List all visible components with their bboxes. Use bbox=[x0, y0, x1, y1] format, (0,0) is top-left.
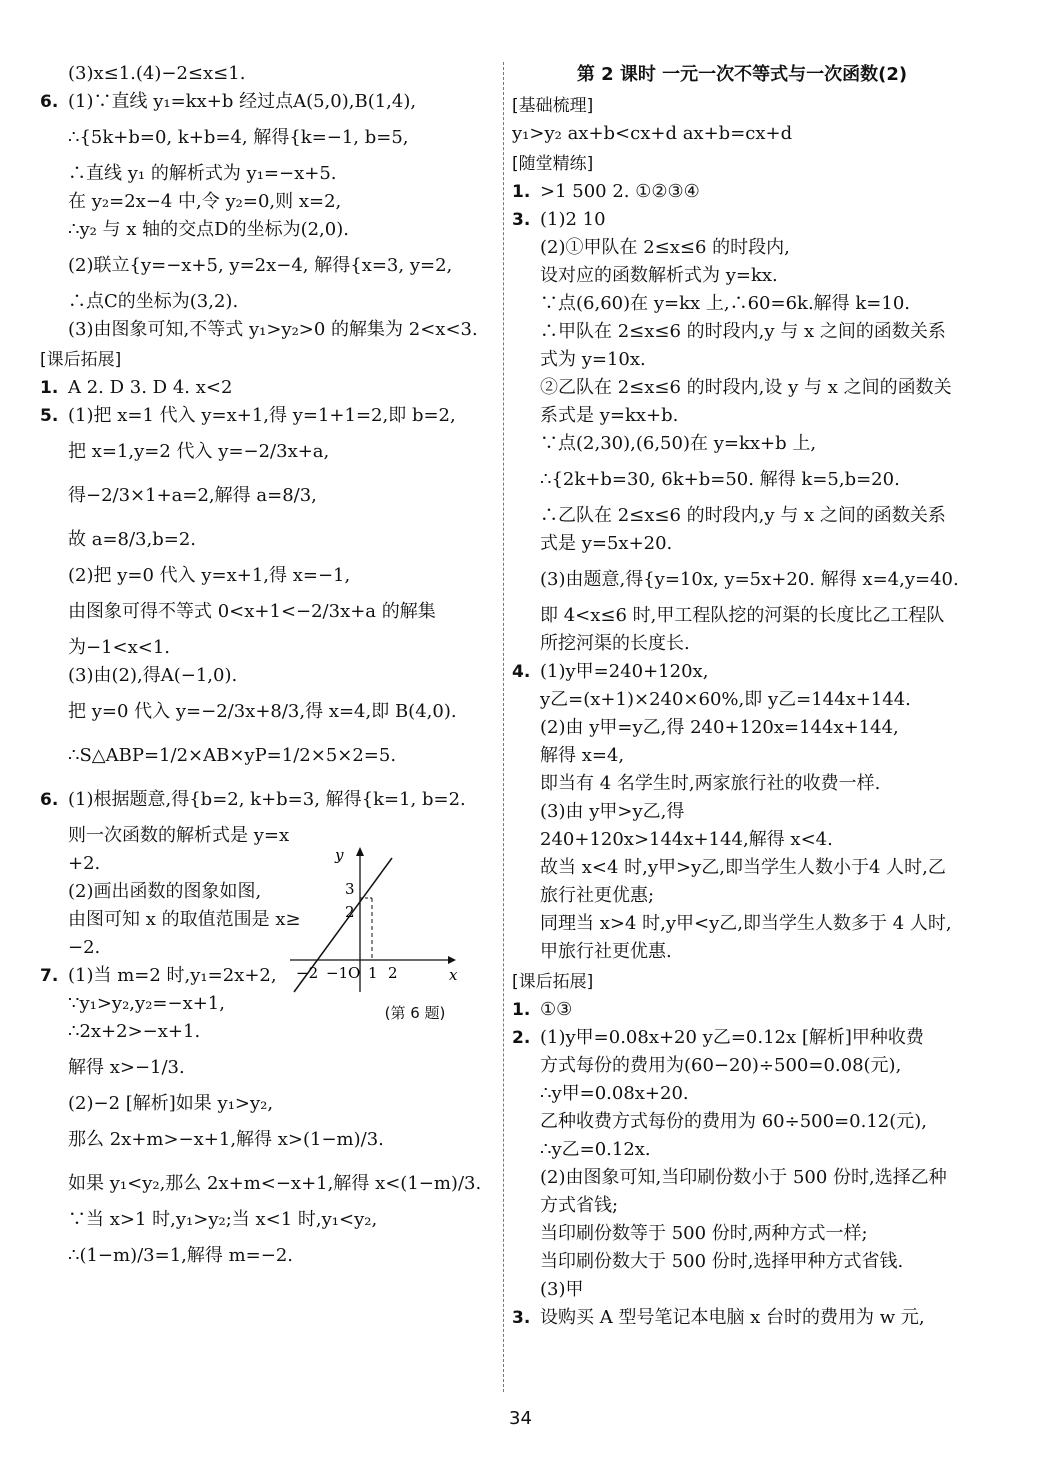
x-axis-arrow bbox=[448, 956, 456, 964]
answer-line bbox=[512, 290, 972, 318]
line-text: (2)联立{y=−x+5, y=2x−4, 解得{x=3, y=2, bbox=[68, 255, 453, 276]
line-text: ∴{5k+b=0, k+b=4, 解得{k=−1, b=5, bbox=[68, 127, 409, 148]
question-number: 7. bbox=[40, 966, 59, 986]
line-text: (3)由(2),得A(−1,0). bbox=[68, 665, 238, 686]
line-text: 故 a=8/3,b=2. bbox=[68, 529, 197, 550]
right-column bbox=[512, 60, 972, 1332]
answer-line bbox=[512, 882, 972, 910]
line-text: 设购买 A 型号笔记本电脑 x 台时的费用为 w 元, bbox=[540, 1307, 925, 1328]
y-axis-label: y bbox=[335, 846, 344, 864]
answer-line bbox=[512, 178, 972, 206]
line-text: 系式是 y=kx+b. bbox=[540, 405, 679, 426]
answer-line bbox=[40, 188, 495, 216]
line-text: (1)y甲=240+120x, bbox=[540, 661, 709, 682]
line-text: ∴S△ABP=1/2×AB×yP=1/2×5×2=5. bbox=[68, 745, 397, 766]
question-number: 4. bbox=[512, 662, 531, 682]
answer-line bbox=[512, 1108, 972, 1136]
answer-line bbox=[512, 910, 972, 938]
answer-line bbox=[512, 558, 972, 602]
line-text: ∵点(6,60)在 y=kx 上,∴60=6k.解得 k=10. bbox=[540, 293, 911, 314]
line-text: (1)2 10 bbox=[540, 209, 606, 230]
line-text: (2)由图象可知,当印刷份数小于 500 份时,选择乙种 bbox=[540, 1167, 947, 1188]
line-text: (3)由图象可知,不等式 y₁>y₂>0 的解集为 2<x<3. bbox=[68, 319, 478, 340]
line-text: (2)由 y甲=y乙,得 240+120x=144x+144, bbox=[540, 717, 899, 738]
answer-line bbox=[512, 318, 972, 346]
line-text: ∴(1−m)/3=1,解得 m=−2. bbox=[68, 1245, 293, 1266]
answer-line bbox=[40, 374, 495, 402]
line-text: 故当 x<4 时,y甲>y乙,即当学生人数小于4 人时,乙 bbox=[540, 857, 946, 878]
answer-line bbox=[40, 662, 495, 690]
question-number: 3. bbox=[512, 1308, 531, 1328]
answer-line bbox=[512, 602, 972, 630]
line-text: ∴2x+2>−x+1. bbox=[68, 1021, 201, 1042]
question-number: 3. bbox=[512, 210, 531, 230]
answer-line bbox=[512, 402, 972, 430]
answer-line bbox=[40, 562, 495, 590]
answer-line bbox=[512, 686, 972, 714]
answer-line bbox=[40, 1206, 495, 1234]
answer-line bbox=[40, 244, 495, 288]
line-text: (1)把 x=1 代入 y=x+1,得 y=1+1=2,即 b=2, bbox=[68, 405, 456, 426]
answer-line bbox=[40, 430, 495, 474]
answer-line bbox=[40, 116, 495, 160]
line-text: 即当有 4 名学生时,两家旅行社的收费一样. bbox=[540, 773, 881, 794]
question-number: 6. bbox=[40, 92, 59, 112]
line-text: (2)把 y=0 代入 y=x+1,得 x=−1, bbox=[68, 565, 351, 586]
line-text: ∴y₂ 与 x 轴的交点D的坐标为(2,0). bbox=[68, 219, 349, 240]
line-text: 即 4<x≤6 时,甲工程队挖的河渠的长度比乙工程队 bbox=[540, 605, 945, 626]
answer-line bbox=[40, 1090, 495, 1118]
line-text: ∵点(2,30),(6,50)在 y=kx+b 上, bbox=[540, 433, 817, 454]
answer-line bbox=[40, 1162, 495, 1206]
answer-line bbox=[512, 1080, 972, 1108]
tick-label-neg1: −1 bbox=[326, 964, 349, 982]
line-text: 在 y₂=2x−4 中,令 y₂=0,则 x=2, bbox=[68, 191, 342, 212]
section-heading bbox=[512, 968, 972, 996]
line-text: [课后拓展] bbox=[512, 972, 594, 992]
answer-line bbox=[512, 854, 972, 882]
line-text: 式为 y=10x. bbox=[540, 349, 646, 370]
line-text: (1)当 m=2 时,y₁=2x+2, bbox=[68, 965, 277, 986]
line-text: 方式每份的费用为(60−20)÷500=0.08(元), bbox=[540, 1055, 902, 1076]
answer-line bbox=[512, 742, 972, 770]
line-text: ∴甲队在 2≤x≤6 的时段内,y 与 x 之间的函数关系 bbox=[540, 321, 946, 342]
line-text: 所挖河渠的长度长. bbox=[540, 633, 690, 654]
line-text: (2)①甲队在 2≤x≤6 的时段内, bbox=[540, 237, 790, 258]
answer-line bbox=[40, 778, 495, 822]
answer-line bbox=[512, 206, 972, 234]
line-text: A 2. D 3. D 4. x<2 bbox=[68, 377, 233, 398]
line-text: (1)根据题意,得{b=2, k+b=3, 解得{k=1, b=2. bbox=[68, 789, 466, 810]
answer-line bbox=[40, 690, 495, 734]
line-text: 乙种收费方式每份的费用为 60÷500=0.12(元), bbox=[540, 1111, 927, 1132]
line-text: (2)画出函数的图象如图, bbox=[68, 881, 262, 902]
answer-line bbox=[512, 938, 972, 966]
answer-line bbox=[40, 1118, 495, 1162]
line-text: (3)由 y甲>y乙,得 bbox=[540, 801, 685, 822]
answer-line bbox=[512, 502, 972, 530]
line-text: 则一次函数的解析式是 y=x bbox=[68, 825, 290, 846]
line-text: ∴{2k+b=30, 6k+b=50. 解得 k=5,b=20. bbox=[540, 469, 900, 490]
question-number: 1. bbox=[512, 182, 531, 202]
line-text: ∴y乙=0.12x. bbox=[540, 1139, 651, 1160]
line-text: 解得 x>−1/3. bbox=[68, 1057, 185, 1078]
line-text: −2. bbox=[68, 937, 101, 958]
line-text: (2)−2 [解析]如果 y₁>y₂, bbox=[68, 1093, 274, 1114]
line-text: 为−1<x<1. bbox=[68, 637, 171, 658]
line-text: ∴直线 y₁ 的解析式为 y₁=−x+5. bbox=[68, 163, 337, 184]
question-number: 1. bbox=[512, 1000, 531, 1020]
answer-line bbox=[512, 120, 972, 148]
tick-label-y3: 3 bbox=[345, 880, 355, 898]
line-text: >1 500 2. ①②③④ bbox=[540, 181, 700, 202]
y-axis-arrow bbox=[356, 847, 364, 856]
line-text: 把 y=0 代入 y=−2/3x+8/3,得 x=4,即 B(4,0). bbox=[68, 701, 457, 722]
answer-line bbox=[512, 374, 972, 402]
answer-line bbox=[40, 88, 495, 116]
tick-label-y2: 2 bbox=[345, 903, 355, 921]
line-text: 由图象可得不等式 0<x+1<−2/3x+a 的解集 bbox=[68, 601, 436, 622]
line-text: y乙=(x+1)×240×60%,即 y乙=144x+144. bbox=[540, 689, 911, 710]
line-text: 那么 2x+m>−x+1,解得 x>(1−m)/3. bbox=[68, 1129, 384, 1150]
section-heading bbox=[40, 346, 495, 374]
line-text: 旅行社更优惠; bbox=[540, 885, 655, 906]
line-text: ∵当 x>1 时,y₁>y₂;当 x<1 时,y₁<y₂, bbox=[68, 1209, 378, 1230]
tick-label-x1: 1 bbox=[368, 964, 378, 982]
answer-line bbox=[512, 798, 972, 826]
answer-line bbox=[512, 234, 972, 262]
line-text: [课后拓展] bbox=[40, 350, 122, 370]
left-column bbox=[40, 60, 495, 1278]
column-divider bbox=[503, 62, 504, 1392]
answer-line bbox=[512, 1164, 972, 1192]
answer-line bbox=[512, 1304, 972, 1332]
line-text: (1)y甲=0.08x+20 y乙=0.12x [解析]甲种收费 bbox=[540, 1027, 924, 1048]
line-text: ∴点C的坐标为(3,2). bbox=[68, 291, 239, 312]
x-axis-label: x bbox=[449, 966, 458, 984]
answer-line bbox=[40, 518, 495, 562]
answer-line bbox=[512, 658, 972, 686]
line-text: [随堂精练] bbox=[512, 154, 594, 174]
answer-line bbox=[512, 346, 972, 374]
line-text: ∵y₁>y₂,y₂=−x+1, bbox=[68, 993, 225, 1014]
line-text: 240+120x>144x+144,解得 x<4. bbox=[540, 829, 833, 850]
line-text: 第 2 课时 一元一次不等式与一次函数(2) bbox=[576, 64, 908, 85]
question-number: 6. bbox=[40, 790, 59, 810]
answer-line bbox=[512, 530, 972, 558]
line-text: 如果 y₁<y₂,那么 2x+m<−x+1,解得 x<(1−m)/3. bbox=[68, 1173, 482, 1194]
line-text: +2. bbox=[68, 853, 101, 874]
answer-line bbox=[512, 1276, 972, 1304]
answer-line bbox=[512, 1248, 972, 1276]
line-text: 甲旅行社更优惠. bbox=[540, 941, 672, 962]
line-text: ①③ bbox=[540, 999, 573, 1020]
answer-line bbox=[40, 60, 495, 88]
answer-line bbox=[512, 714, 972, 742]
line-text: (1)∵直线 y₁=kx+b 经过点A(5,0),B(1,4), bbox=[68, 91, 417, 112]
answer-line bbox=[40, 734, 495, 778]
answer-line bbox=[40, 160, 495, 188]
line-text: 由图可知 x 的取值范围是 x≥ bbox=[68, 909, 301, 930]
tick-label-neg2: −2 bbox=[296, 964, 319, 982]
answer-line bbox=[512, 458, 972, 502]
section-title bbox=[512, 60, 972, 90]
answer-line bbox=[512, 1220, 972, 1248]
line-text: (3)甲 bbox=[540, 1279, 584, 1300]
answer-line bbox=[512, 262, 972, 290]
line-text: 设对应的函数解析式为 y=kx. bbox=[540, 265, 778, 286]
page-number: 34 bbox=[509, 1408, 532, 1429]
answer-line bbox=[512, 1136, 972, 1164]
line-text: 解得 x=4, bbox=[540, 745, 625, 766]
answer-line bbox=[40, 216, 495, 244]
figure-caption: (第 6 题) bbox=[384, 1004, 446, 1022]
answer-line bbox=[512, 630, 972, 658]
tick-label-x2: 2 bbox=[388, 964, 398, 982]
line-text: [基础梳理] bbox=[512, 96, 594, 116]
line-text: (3)x≤1.(4)−2≤x≤1. bbox=[68, 63, 246, 84]
answer-line bbox=[40, 1046, 495, 1090]
answer-line bbox=[512, 1052, 972, 1080]
answer-line bbox=[512, 430, 972, 458]
answer-line bbox=[40, 288, 495, 316]
line-text: 当印刷份数等于 500 份时,两种方式一样; bbox=[540, 1223, 868, 1244]
answer-line bbox=[512, 826, 972, 854]
section-heading bbox=[512, 150, 972, 178]
answer-line bbox=[512, 1192, 972, 1220]
origin-label: O bbox=[348, 964, 361, 982]
line-text: 得−2/3×1+a=2,解得 a=8/3, bbox=[68, 485, 317, 506]
section-heading bbox=[512, 92, 972, 120]
answer-line bbox=[512, 996, 972, 1024]
answer-line bbox=[40, 316, 495, 344]
question-number: 1. bbox=[40, 378, 59, 398]
line-text: ②乙队在 2≤x≤6 的时段内,设 y 与 x 之间的函数关 bbox=[540, 377, 952, 398]
line-text: 同理当 x>4 时,y甲<y乙,即当学生人数多于 4 人时, bbox=[540, 913, 952, 934]
answer-line bbox=[512, 1024, 972, 1052]
answer-line bbox=[40, 1234, 495, 1278]
line-text: ∴乙队在 2≤x≤6 的时段内,y 与 x 之间的函数关系 bbox=[540, 505, 946, 526]
figure-6-graph bbox=[288, 842, 458, 1000]
answer-line bbox=[512, 770, 972, 798]
line-text: (3)由题意,得{y=10x, y=5x+20. 解得 x=4,y=40. bbox=[540, 569, 959, 590]
answer-line bbox=[40, 474, 495, 518]
line-text: 把 x=1,y=2 代入 y=−2/3x+a, bbox=[68, 441, 330, 462]
line-text: 式是 y=5x+20. bbox=[540, 533, 673, 554]
answer-line bbox=[40, 590, 495, 634]
answer-line bbox=[40, 634, 495, 662]
question-number: 5. bbox=[40, 406, 59, 426]
answer-line bbox=[40, 402, 495, 430]
line-text: ∴y甲=0.08x+20. bbox=[540, 1083, 689, 1104]
line-text: 当印刷份数大于 500 份时,选择甲种方式省钱. bbox=[540, 1251, 904, 1272]
line-text: y₁>y₂ ax+b<cx+d ax+b=cx+d bbox=[512, 123, 793, 144]
question-number: 2. bbox=[512, 1028, 531, 1048]
line-text: 方式省钱; bbox=[540, 1195, 619, 1216]
